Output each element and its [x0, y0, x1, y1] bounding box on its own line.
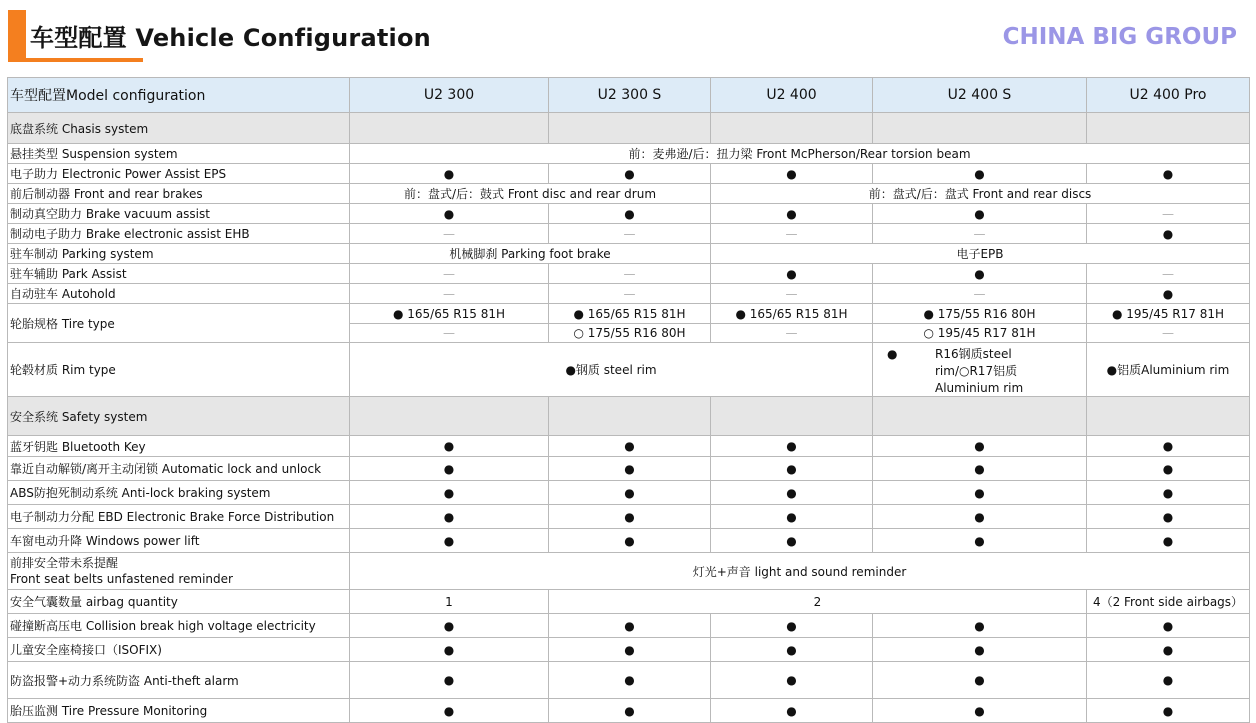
table-row: [8, 505, 1250, 529]
table-row: [8, 304, 1250, 324]
rim-value-400s-text: R16钢质steel rim/○R17铝质 Aluminium rim: [935, 347, 1024, 395]
tire-value: ● 165/65 R15 81H: [711, 304, 873, 324]
tire-option-value: ○ 175/55 R16 80H: [549, 324, 711, 343]
table-row: [8, 343, 1250, 397]
table-row: [8, 284, 1250, 304]
standard-dot: ●: [549, 529, 711, 553]
standard-dot: ●: [873, 614, 1087, 638]
row-label: 前后制动器 Front and rear brakes: [8, 184, 350, 204]
airbag-value-u2-300: 1: [350, 590, 549, 614]
rim-value-steel: ●钢质 steel rim: [350, 343, 873, 397]
standard-dot: ●: [350, 436, 549, 457]
row-label-en: Front seat belts unfastened reminder: [10, 572, 233, 586]
standard-dot: ●: [350, 164, 549, 184]
header-u2-300-s: U2 300 S: [549, 78, 711, 113]
rim-value-pro: ●铝质Aluminium rim: [1087, 343, 1250, 397]
section-row-safety: [8, 397, 1250, 436]
standard-dot: ●: [1087, 436, 1250, 457]
table-row: [8, 244, 1250, 264]
table-row: [8, 481, 1250, 505]
not-available-dash: —: [549, 224, 711, 244]
standard-dot: ●: [711, 529, 873, 553]
table-row: [8, 638, 1250, 662]
standard-dot: ●: [549, 662, 711, 699]
section-title-safety: 安全系统 Safety system: [8, 397, 350, 436]
standard-dot: ●: [549, 436, 711, 457]
table-row: [8, 529, 1250, 553]
row-value-u2-300-group: 前：盘式/后：鼓式 Front disc and rear drum: [350, 184, 711, 204]
standard-dot: ●: [1087, 614, 1250, 638]
standard-dot: ●: [873, 699, 1087, 723]
table-row: [8, 184, 1250, 204]
tire-value: ● 165/65 R15 81H: [350, 304, 549, 324]
table-row: [8, 264, 1250, 284]
standard-dot: ●: [873, 436, 1087, 457]
row-label: [8, 553, 350, 590]
row-label: 防盗报警+动力系统防盗 Anti-theft alarm: [8, 662, 350, 699]
page-title: 车型配置 Vehicle Configuration: [30, 24, 431, 52]
standard-dot: ●: [549, 164, 711, 184]
standard-dot: ●: [1087, 662, 1250, 699]
table-header-row: [8, 78, 1250, 113]
standard-dot: ●: [711, 164, 873, 184]
standard-dot: ●: [1087, 481, 1250, 505]
standard-dot: ●: [549, 614, 711, 638]
standard-dot: ●: [549, 204, 711, 224]
not-available-dash: —: [350, 264, 549, 284]
standard-dot: ●: [711, 481, 873, 505]
section-row-chassis: [8, 113, 1250, 144]
table-row: [8, 662, 1250, 699]
table-row: [8, 699, 1250, 723]
not-available-dash: —: [1087, 264, 1250, 284]
standard-dot: ●: [1087, 529, 1250, 553]
standard-dot: ●: [1087, 457, 1250, 481]
row-label: 驻车辅助 Park Assist: [8, 264, 350, 284]
row-value-all: 前：麦弗逊/后：扭力梁 Front McPherson/Rear torsion beam: [350, 144, 1250, 164]
table-row: [8, 204, 1250, 224]
header-u2-400-s: U2 400 S: [873, 78, 1087, 113]
table-row: [8, 614, 1250, 638]
standard-dot: ●: [873, 204, 1087, 224]
header-u2-400-pro: U2 400 Pro: [1087, 78, 1250, 113]
row-value-u2-300-group: 机械脚刹 Parking foot brake: [350, 244, 711, 264]
standard-dot: ●: [350, 505, 549, 529]
not-available-dash: —: [350, 324, 549, 343]
standard-dot: ●: [549, 699, 711, 723]
header-u2-400: U2 400: [711, 78, 873, 113]
standard-dot: ●: [1087, 224, 1250, 244]
standard-dot: ●: [1087, 638, 1250, 662]
standard-dot: ●: [873, 164, 1087, 184]
standard-dot: ●: [549, 457, 711, 481]
not-available-dash: —: [1087, 204, 1250, 224]
header-model-configuration: 车型配置Model configuration: [8, 78, 350, 113]
table-row: [8, 144, 1250, 164]
not-available-dash: —: [350, 284, 549, 304]
table-row: [8, 553, 1250, 590]
row-label: 悬挂类型 Suspension system: [8, 144, 350, 164]
standard-dot: ●: [350, 529, 549, 553]
not-available-dash: —: [873, 284, 1087, 304]
standard-dot: ●: [350, 204, 549, 224]
standard-dot: ●: [350, 481, 549, 505]
standard-dot: ●: [350, 457, 549, 481]
row-label: 制动真空助力 Brake vacuum assist: [8, 204, 350, 224]
standard-dot: ●: [549, 505, 711, 529]
row-label: 安全气囊数量 airbag quantity: [8, 590, 350, 614]
title-underline: [8, 58, 143, 62]
brand-logo-text: CHINA BIG GROUP: [1002, 24, 1237, 50]
row-label: 电子助力 Electronic Power Assist EPS: [8, 164, 350, 184]
standard-dot: ●: [711, 436, 873, 457]
standard-dot: ●: [549, 481, 711, 505]
row-label: 靠近自动解锁/离开主动闭锁 Automatic lock and unlock: [8, 457, 350, 481]
standard-dot: ●: [549, 638, 711, 662]
row-label: 轮毂材质 Rim type: [8, 343, 350, 397]
standard-dot: ●: [873, 481, 1087, 505]
standard-dot: ●: [873, 264, 1087, 284]
standard-dot: ●: [711, 638, 873, 662]
standard-dot: ●: [873, 457, 1087, 481]
tire-value: ● 165/65 R15 81H: [549, 304, 711, 324]
standard-dot: ●: [350, 614, 549, 638]
standard-dot: ●: [711, 457, 873, 481]
standard-dot: ●: [873, 662, 1087, 699]
row-value-u2-400-group: 电子EPB: [711, 244, 1250, 264]
standard-dot: ●: [711, 699, 873, 723]
row-label: ABS防抱死制动系统 Anti-lock braking system: [8, 481, 350, 505]
table-row: [8, 457, 1250, 481]
standard-dot: ●: [1087, 284, 1250, 304]
row-label: 儿童安全座椅接口（ISOFIX): [8, 638, 350, 662]
not-available-dash: —: [711, 224, 873, 244]
standard-dot: ●: [873, 505, 1087, 529]
row-label: 电子制动力分配 EBD Electronic Brake Force Distribution: [8, 505, 350, 529]
standard-dot: ●: [873, 638, 1087, 662]
standard-dot: ●: [1087, 164, 1250, 184]
tire-option-value: ○ 195/45 R17 81H: [873, 324, 1087, 343]
row-label: 制动电子助力 Brake electronic assist EHB: [8, 224, 350, 244]
tire-value: ● 195/45 R17 81H: [1087, 304, 1250, 324]
standard-dot: ●: [350, 638, 549, 662]
table-row: [8, 590, 1250, 614]
not-available-dash: —: [711, 324, 873, 343]
standard-dot: ●: [711, 264, 873, 284]
configuration-table: [7, 77, 1250, 723]
airbag-value-middle: 2: [549, 590, 1087, 614]
not-available-dash: —: [1087, 324, 1250, 343]
rim-value-400s: [873, 343, 1087, 397]
row-label: 车窗电动升降 Windows power lift: [8, 529, 350, 553]
table-row: [8, 224, 1250, 244]
row-label: 驻车制动 Parking system: [8, 244, 350, 264]
section-title-chassis: 底盘系统 Chasis system: [8, 113, 350, 144]
tire-value: ● 175/55 R16 80H: [873, 304, 1087, 324]
not-available-dash: —: [711, 284, 873, 304]
table-row: [8, 436, 1250, 457]
standard-dot: ●: [1087, 699, 1250, 723]
standard-dot: ●: [711, 505, 873, 529]
row-label: 蓝牙钥匙 Bluetooth Key: [8, 436, 350, 457]
title-accent-bar: [8, 10, 26, 60]
row-value-all: 灯光+声音 light and sound reminder: [350, 553, 1250, 590]
standard-dot: ●: [711, 662, 873, 699]
row-label-cn: 前排安全带未系提醒: [10, 556, 119, 570]
standard-dot: ●: [1087, 505, 1250, 529]
standard-dot: ●: [350, 699, 549, 723]
not-available-dash: —: [873, 224, 1087, 244]
standard-dot: ●: [711, 614, 873, 638]
table-row: [8, 164, 1250, 184]
standard-dot: ●: [350, 662, 549, 699]
header-u2-300: U2 300: [350, 78, 549, 113]
row-label: 碰撞断高压电 Collision break high voltage electricity: [8, 614, 350, 638]
not-available-dash: —: [549, 264, 711, 284]
standard-dot: ●: [711, 204, 873, 224]
not-available-dash: —: [350, 224, 549, 244]
not-available-dash: —: [549, 284, 711, 304]
row-value-u2-400-group: 前：盘式/后：盘式 Front and rear discs: [711, 184, 1250, 204]
standard-dot: ●: [873, 529, 1087, 553]
row-label: 自动驻车 Autohold: [8, 284, 350, 304]
row-label: 胎压监测 Tire Pressure Monitoring: [8, 699, 350, 723]
bullet-dot: ●: [887, 347, 898, 361]
airbag-value-u2-400-pro: 4（2 Front side airbags）: [1087, 590, 1250, 614]
row-label: 轮胎规格 Tire type: [8, 304, 350, 343]
